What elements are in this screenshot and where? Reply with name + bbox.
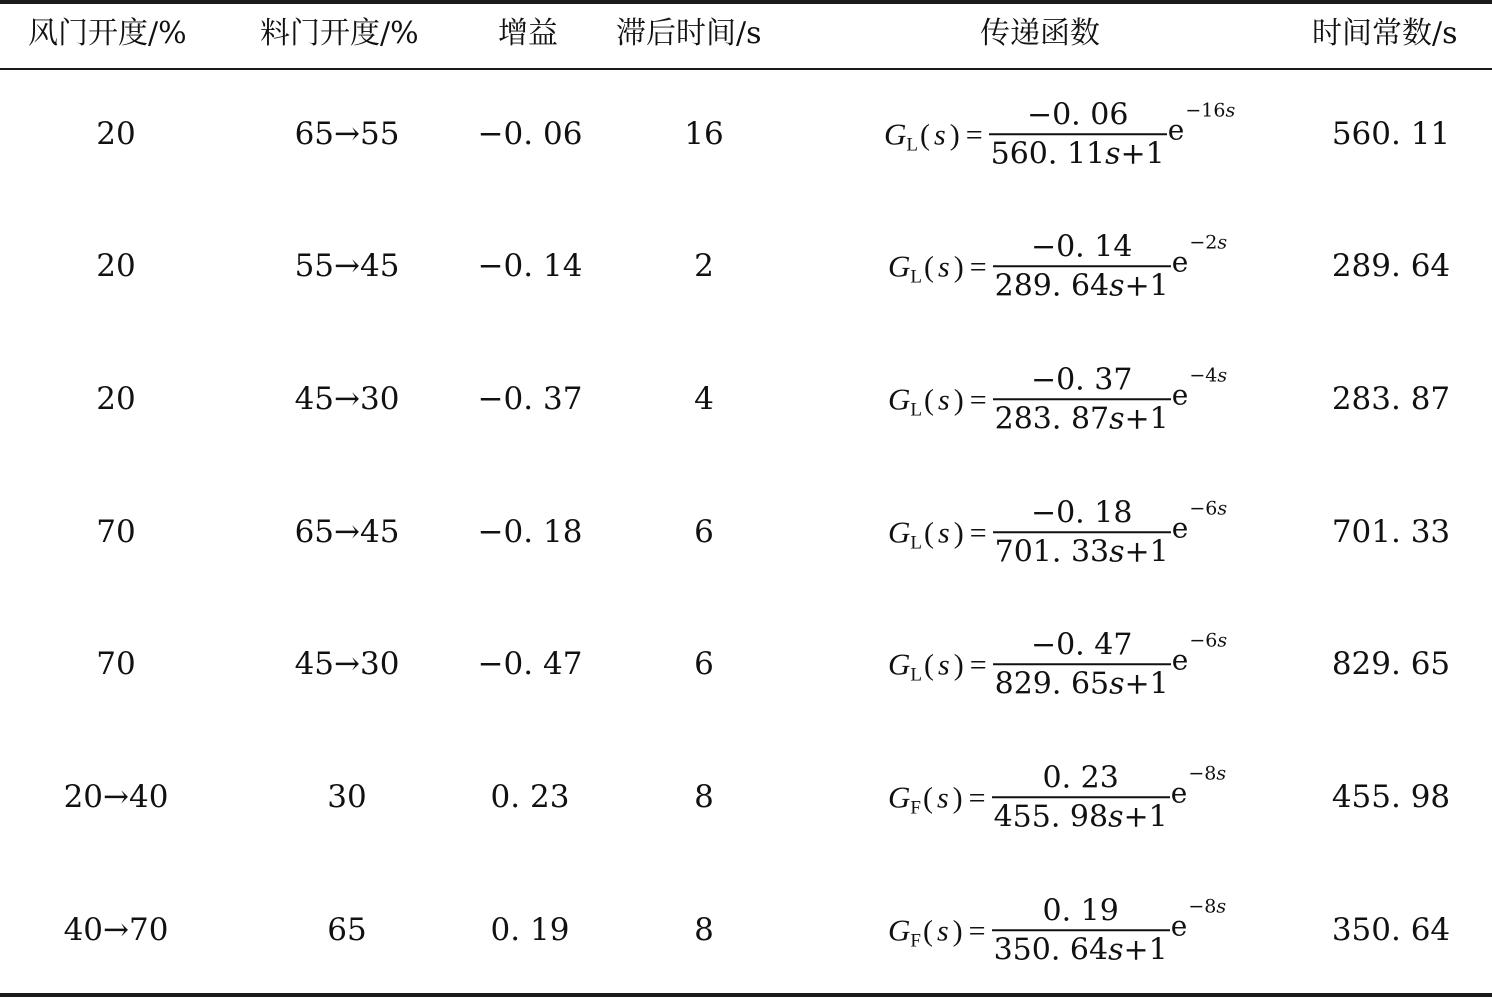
formula-lhs	[884, 116, 989, 155]
header-gain: 增益	[498, 16, 558, 51]
formula-denominator-s: s	[1109, 267, 1125, 303]
cell-gain: 0. 19	[490, 912, 570, 948]
formula-equals: =	[969, 516, 987, 549]
table-top-rule	[0, 0, 1492, 4]
cell-time-constant: 701. 33	[1331, 514, 1451, 550]
formula-fraction	[993, 362, 1171, 438]
formula-denominator-plus-one: +1	[1123, 931, 1168, 967]
header-feed-door-opening: 料门开度/%	[260, 16, 419, 51]
formula-close-paren: )	[952, 781, 963, 814]
cell-transfer-function	[888, 891, 1226, 969]
formula-denominator-plus-one: +1	[1124, 665, 1169, 701]
formula-exponent-value: −8	[1188, 895, 1217, 918]
formula-denominator	[989, 135, 1167, 173]
cell-delay-time: 8	[694, 779, 714, 815]
formula-numerator: −0. 37	[1030, 362, 1133, 398]
cell-time-constant: 283. 87	[1331, 381, 1451, 417]
formula-g-symbol: G	[888, 779, 911, 814]
cell-gain: −0. 06	[477, 116, 583, 152]
formula-exponent-s: s	[1217, 497, 1228, 520]
formula-g-symbol: G	[888, 646, 911, 681]
table-header-rule	[0, 68, 1492, 70]
cell-time-constant: 289. 64	[1331, 248, 1451, 284]
formula-denominator-plus-one: +1	[1123, 798, 1168, 834]
formula-denominator	[993, 400, 1171, 438]
header-delay-time: 滞后时间/s	[616, 16, 762, 51]
formula-exponent-s: s	[1216, 762, 1227, 785]
formula-exponent-s: s	[1216, 895, 1227, 918]
formula-lhs	[888, 381, 993, 420]
formula-e-base: e	[1171, 245, 1189, 279]
formula-denominator-coefficient: 289. 64	[994, 267, 1110, 303]
cell-feed-door-opening: 30	[327, 779, 367, 815]
formula-exponent-value: −6	[1189, 497, 1218, 520]
formula-g-symbol: G	[888, 912, 911, 947]
formula-exponent-value: −4	[1189, 364, 1218, 387]
cell-transfer-function	[888, 625, 1227, 703]
cell-transfer-function	[888, 493, 1227, 571]
cell-delay-time: 8	[694, 912, 714, 948]
cell-gain: −0. 18	[477, 514, 583, 550]
formula-denominator-coefficient: 560. 11	[990, 135, 1106, 171]
formula-lhs	[888, 646, 993, 685]
formula-denominator-coefficient: 283. 87	[994, 400, 1110, 436]
cell-delay-time: 6	[694, 514, 714, 550]
formula-e-base: e	[1170, 776, 1188, 810]
formula-denominator-plus-one: +1	[1124, 400, 1169, 436]
formula-open-paren: (	[924, 250, 934, 283]
formula-open-paren: (	[920, 118, 930, 151]
cell-time-constant: 350. 64	[1331, 912, 1451, 948]
formula-s-variable: s	[936, 781, 949, 814]
formula-close-paren: )	[953, 250, 964, 283]
formula-e-base: e	[1171, 643, 1189, 677]
formula-e-base: e	[1171, 511, 1189, 545]
formula-e-base: e	[1167, 113, 1185, 147]
formula-denominator-s: s	[1108, 931, 1124, 967]
cell-delay-time: 16	[684, 116, 724, 152]
cell-time-constant: 560. 11	[1331, 116, 1451, 152]
formula-e-base: e	[1170, 909, 1188, 943]
formula-exponential	[1171, 629, 1228, 677]
formula-fraction	[993, 495, 1171, 571]
cell-feed-door-opening: 65→55	[294, 116, 400, 152]
formula-exponent	[1189, 498, 1227, 520]
formula-denominator-coefficient: 701. 33	[994, 533, 1110, 569]
cell-air-door-opening: 20	[96, 381, 136, 417]
formula-exponent	[1189, 630, 1227, 652]
formula-denominator-s: s	[1109, 665, 1125, 701]
formula-equals: =	[969, 383, 987, 416]
cell-time-constant: 455. 98	[1331, 779, 1451, 815]
formula-lhs	[888, 248, 993, 287]
cell-feed-door-opening: 65→45	[294, 514, 400, 550]
cell-gain: 0. 23	[490, 779, 570, 815]
formula-fraction	[989, 97, 1167, 173]
formula-g-symbol: G	[888, 514, 911, 549]
formula-exponent-value: −6	[1189, 629, 1218, 652]
formula-close-paren: )	[953, 383, 964, 416]
formula-lhs	[888, 912, 992, 951]
formula-denominator-s: s	[1109, 400, 1125, 436]
formula-denominator-coefficient: 455. 98	[993, 798, 1109, 834]
formula-s-variable: s	[938, 516, 950, 549]
formula-s-variable: s	[938, 648, 950, 681]
formula-g-subscript: L	[906, 134, 918, 155]
formula-s-variable: s	[938, 383, 950, 416]
formula-denominator-coefficient: 350. 64	[993, 931, 1109, 967]
formula-equals: =	[969, 250, 987, 283]
cell-transfer-function	[884, 95, 1235, 173]
formula-exponent-value: −16	[1185, 99, 1226, 122]
formula-s-variable: s	[934, 118, 946, 151]
cell-gain: −0. 14	[477, 248, 583, 284]
formula-exponent-s: s	[1217, 629, 1228, 652]
formula-numerator: −0. 06	[1026, 97, 1129, 133]
formula-denominator	[993, 533, 1171, 571]
cell-air-door-opening: 70	[96, 646, 136, 682]
formula-fraction	[992, 760, 1170, 836]
formula-exponent	[1189, 232, 1227, 254]
formula-s-variable: s	[936, 914, 949, 947]
formula-exponent-s: s	[1217, 231, 1228, 254]
formula-close-paren: )	[953, 648, 964, 681]
formula-e-base: e	[1171, 378, 1189, 412]
formula-g-symbol: G	[888, 381, 911, 416]
cell-air-door-opening: 40→70	[63, 912, 169, 948]
formula-exponent	[1189, 365, 1227, 387]
formula-equals: =	[968, 914, 986, 947]
formula-denominator-coefficient: 829. 65	[994, 665, 1110, 701]
formula-fraction	[993, 229, 1171, 305]
formula-denominator-s: s	[1108, 798, 1124, 834]
table-bottom-rule	[0, 993, 1492, 997]
formula-exponent-s: s	[1217, 364, 1228, 387]
cell-gain: −0. 47	[477, 646, 583, 682]
formula-g-symbol: G	[884, 116, 907, 151]
formula-open-paren: (	[922, 914, 933, 947]
formula-fraction	[992, 893, 1170, 969]
cell-feed-door-opening: 45→30	[294, 646, 400, 682]
formula-open-paren: (	[924, 648, 934, 681]
header-transfer-function: 传递函数	[980, 16, 1100, 51]
formula-numerator: −0. 47	[1030, 627, 1133, 663]
formula-g-subscript: L	[910, 266, 922, 287]
formula-exponential	[1170, 762, 1227, 810]
formula-denominator-s: s	[1105, 135, 1121, 171]
formula-exponential	[1170, 895, 1227, 943]
formula-g-subscript: L	[910, 664, 922, 685]
formula-numerator: 0. 19	[1042, 893, 1119, 929]
formula-numerator: −0. 18	[1030, 495, 1133, 531]
formula-g-symbol: G	[888, 248, 911, 283]
formula-open-paren: (	[922, 781, 933, 814]
cell-delay-time: 6	[694, 646, 714, 682]
formula-equals: =	[969, 648, 987, 681]
formula-exponent-s: s	[1225, 99, 1236, 122]
formula-g-subscript: L	[910, 532, 922, 553]
formula-exponential	[1171, 497, 1228, 545]
formula-s-variable: s	[938, 250, 950, 283]
formula-denominator	[992, 798, 1170, 836]
formula-denominator-plus-one: +1	[1120, 135, 1165, 171]
formula-denominator	[993, 665, 1171, 703]
cell-transfer-function	[888, 758, 1226, 836]
cell-delay-time: 4	[694, 381, 714, 417]
cell-air-door-opening: 20	[96, 248, 136, 284]
formula-lhs	[888, 779, 992, 818]
formula-close-paren: )	[953, 516, 964, 549]
header-time-constant: 时间常数/s	[1312, 16, 1458, 51]
cell-air-door-opening: 20→40	[63, 779, 169, 815]
formula-close-paren: )	[952, 914, 963, 947]
formula-denominator	[993, 267, 1171, 305]
formula-numerator: 0. 23	[1042, 760, 1119, 796]
formula-g-subscript: L	[910, 399, 922, 420]
cell-transfer-function	[888, 360, 1227, 438]
formula-g-subscript: F	[910, 930, 921, 951]
formula-numerator: −0. 14	[1030, 229, 1133, 265]
formula-denominator-plus-one: +1	[1124, 533, 1169, 569]
cell-feed-door-opening: 55→45	[294, 248, 400, 284]
formula-exponent	[1185, 100, 1235, 122]
cell-delay-time: 2	[694, 248, 714, 284]
formula-exponential	[1167, 99, 1236, 147]
header-air-door-opening: 风门开度/%	[28, 16, 187, 51]
cell-time-constant: 829. 65	[1331, 646, 1451, 682]
formula-g-subscript: F	[910, 797, 921, 818]
formula-exponential	[1171, 364, 1228, 412]
formula-close-paren: )	[949, 118, 960, 151]
formula-denominator-s: s	[1109, 533, 1125, 569]
formula-exponent	[1188, 896, 1226, 918]
cell-gain: −0. 37	[477, 381, 583, 417]
cell-feed-door-opening: 45→30	[294, 381, 400, 417]
formula-exponential	[1171, 231, 1228, 279]
formula-open-paren: (	[924, 383, 934, 416]
cell-feed-door-opening: 65	[327, 912, 367, 948]
formula-open-paren: (	[924, 516, 934, 549]
formula-fraction	[993, 627, 1171, 703]
formula-denominator	[992, 931, 1170, 969]
cell-transfer-function	[888, 227, 1227, 305]
formula-exponent	[1188, 763, 1226, 785]
cell-air-door-opening: 70	[96, 514, 136, 550]
formula-lhs	[888, 514, 993, 553]
formula-exponent-value: −2	[1189, 231, 1218, 254]
formula-equals: =	[965, 118, 983, 151]
formula-equals: =	[968, 781, 986, 814]
cell-air-door-opening: 20	[96, 116, 136, 152]
formula-denominator-plus-one: +1	[1124, 267, 1169, 303]
formula-exponent-value: −8	[1188, 762, 1217, 785]
